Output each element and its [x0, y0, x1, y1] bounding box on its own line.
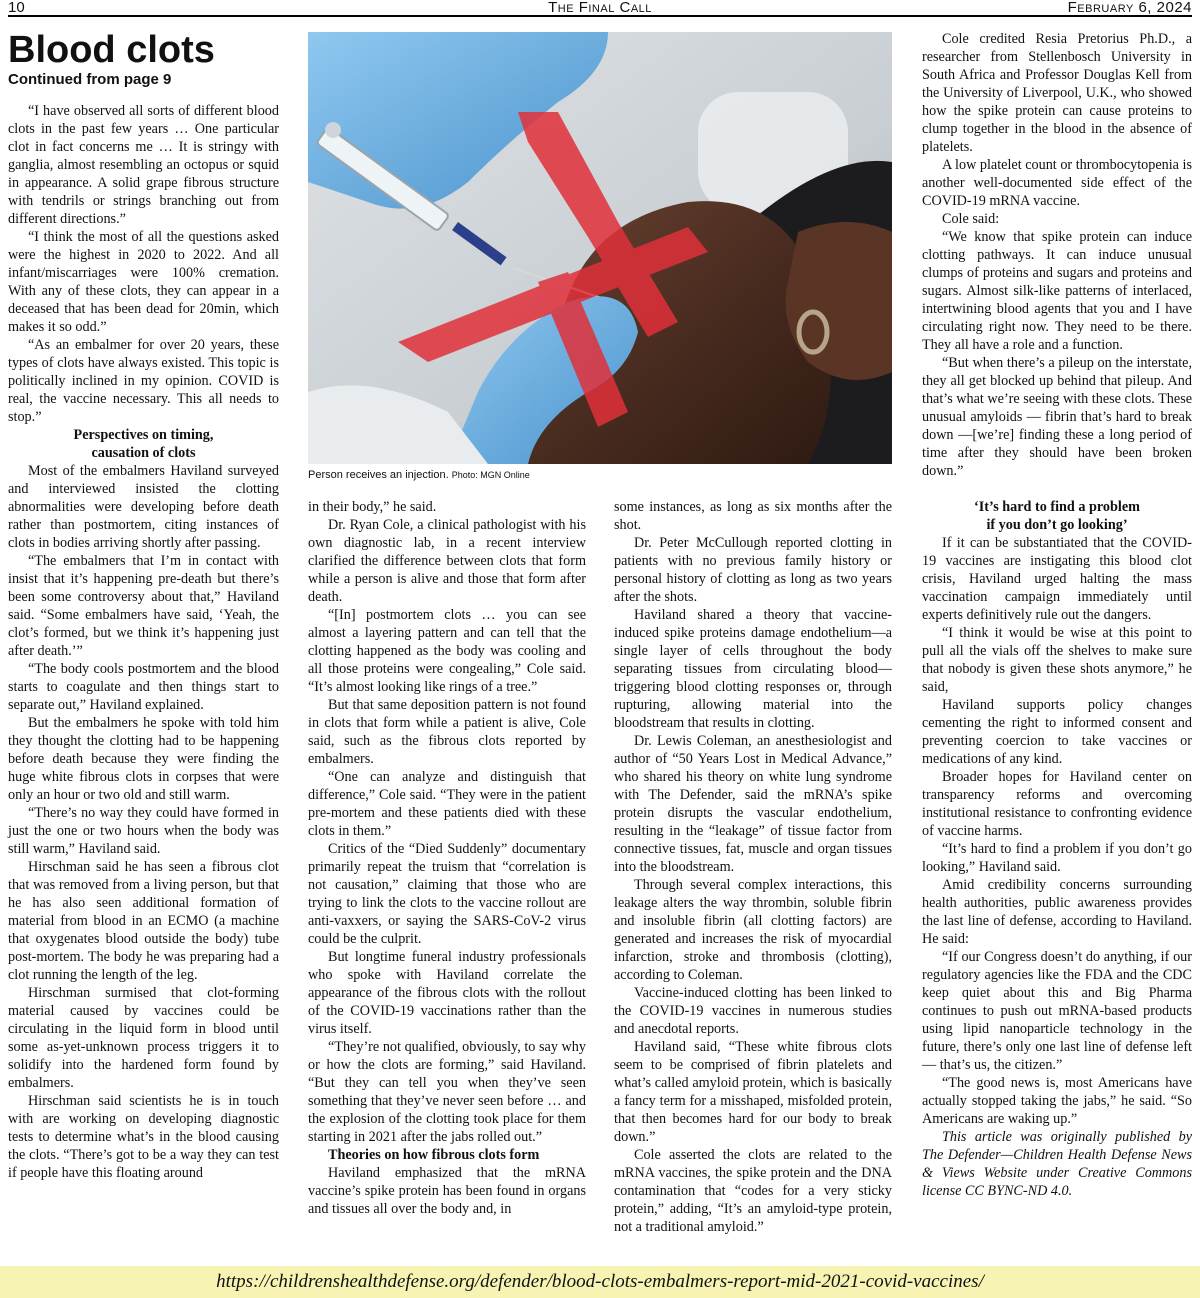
article-headline: Blood clots	[8, 29, 215, 71]
paragraph: Hirschman said he has seen a fibrous clot that was removed from a living person, but that he has also seen additional formation of material from blood in an ECMO (a machine that oxygenates blood outside the body) tube post-mortem. The body he was preparing had a clot running the length of the leg.	[8, 859, 279, 983]
article-column-1	[8, 102, 279, 1262]
paragraph: “I think it would be wise at this point to pull all the vials off the shelves to make sure that nobody is given these shots anymore,” he said,	[922, 625, 1192, 695]
paragraph: Haviland supports policy changes cementing the right to informed consent and preventing coercion to take vaccines or medications of any kind.	[922, 697, 1192, 767]
paragraph: “The good news is, most Americans have actually stopped taking the jabs,” he said. “So Americans are waking up.”	[922, 1075, 1192, 1127]
paragraph: “It’s hard to find a problem if you don’t go looking,” Haviland said.	[922, 841, 1192, 875]
source-url-bar[interactable]	[0, 1266, 1200, 1298]
paragraph: Haviland emphasized that the mRNA vaccine’s spike protein has been found in organs and tissues all over the body and, in	[308, 1165, 586, 1217]
source-url-link[interactable]: https://childrenshealthdefense.org/defender/blood-clots-embalmers-report-mid-2021-covid-vaccines/	[216, 1271, 984, 1292]
paragraph: But longtime funeral industry professionals who spoke with Haviland correlate the appearance of the fibrous clots with the rollout of the COVID-19 vaccinations rather than the virus itself.	[308, 949, 586, 1037]
paragraph: some instances, as long as six months after the shot.	[614, 499, 892, 533]
photo-credit: Photo: MGN Online	[451, 470, 530, 480]
paragraph: “[In] postmortem clots … you can see almost a layering pattern and can tell that the clotting happened as the body was cooling and all those proteins were congealing,” Cole said. “It’s almost looking like rings of a tree.”	[308, 607, 586, 695]
subheading-line: causation of clots	[91, 445, 196, 461]
article-column-2	[308, 498, 586, 1262]
paragraph: Through several complex interactions, this leakage alters the way thrombin, soluble fibrin and insoluble fibrin (all clotting factors) are generated and increases the risk of myocardial infarction, stroke and thrombosis (clotting), according to Coleman.	[614, 877, 892, 983]
paragraph: Dr. Lewis Coleman, an anesthesiologist and author of “50 Years Lost in Medical Advance,” who shared his theory on white lung syndrome with The Defender, said the mRNA’s spike protein disrupts the vascular endothelium, resulting in the “leakage” of tissue factor from connective tissues, fat, muscle and organ tissues into the bloodstream.	[614, 733, 892, 875]
paragraph: “One can analyze and distinguish that difference,” Cole said. “They were in the patient pre-mortem and these patients died with these clots in them.”	[308, 769, 586, 839]
spacer	[922, 480, 1192, 498]
paragraph: But the embalmers he spoke with told him they thought the clotting had to be happening before death because they were finding the huge white fibrous clots in corpses that were only an hour or two old and still warm.	[8, 715, 279, 803]
paragraph: “The embalmers that I’m in contact with insist that it’s happening pre-death but there’s been some controversy about that,” Haviland said. “Some embalmers have said, ‘Yeah, the clot’s formed, but we think it’s happening just after death.’”	[8, 553, 279, 659]
continued-from-note: Continued from page 9	[8, 71, 172, 88]
paragraph: “The body cools postmortem and the blood starts to coagulate and then things start to separate out,” Haviland explained.	[8, 661, 279, 713]
paragraph: “They’re not qualified, obviously, to say why or how the clots are forming,” said Haviland. “But they can tell you when they’ve seen something that they’ve never seen before … and the explosion of the clotting took place for them starting in 2021 after the jabs rolled out.”	[308, 1039, 586, 1145]
injection-photo	[308, 32, 892, 464]
subheading-line: if you don’t go looking’	[986, 517, 1128, 533]
paragraph: “As an embalmer for over 20 years, these types of clots have always existed. This topic is politically inclined in my opinion. COVID is real, the vaccine necessary. This all needs to stop.”	[8, 337, 279, 425]
page-header	[8, 0, 1192, 17]
subheading-line: Perspectives on timing,	[73, 427, 214, 443]
paragraph: Hirschman said scientists he is in touch with are working on developing diagnostic tests to determine what’s in the blood causing the clots. “There’s got to be a way they can test if people have this floating around	[8, 1093, 279, 1181]
page-number: 10	[8, 0, 25, 16]
photo-caption	[308, 468, 892, 482]
paragraph: Dr. Peter McCullough reported clotting in patients with no previous family history or personal history of clotting as long as two years after the shots.	[614, 535, 892, 605]
paragraph: Haviland said, “These white fibrous clots seem to be comprised of fibrin platelets and what’s called amyloid protein, which is basically a fancy term for a misshaped, misfolded protein, that then becomes hard for our body to break down.”	[614, 1039, 892, 1145]
subheading-line: ‘It’s hard to find a problem	[974, 499, 1140, 515]
paragraph: Amid credibility concerns surrounding health authorities, public awareness provides the last line of defense, according to Haviland. He said:	[922, 877, 1192, 947]
paragraph: Cole said:	[942, 211, 1000, 227]
subheading-hard-to-find	[922, 498, 1192, 534]
paragraph: “I think the most of all the questions asked were the highest in 2020 to 2022. And all infant/miscarriages were 100% cremation. With any of these clots, they can appear in a deceased that has been dead for 20min, which makes it so odd.”	[8, 229, 279, 335]
paragraph: Critics of the “Died Suddenly” documentary primarily repeat the truism that “correlation is not causation,” claiming that those who are trying to link the clots to the vaccine rollout are anti-vaxxers, or saying the SARS-CoV-2 virus could be the culprit.	[308, 841, 586, 947]
paragraph: Dr. Ryan Cole, a clinical pathologist with his own diagnostic lab, in a recent interview clarified the difference between clots that form while a person is alive and those that form after death.	[308, 517, 586, 605]
injection-illustration	[308, 32, 892, 464]
paragraph: Cole asserted the clots are related to the mRNA vaccines, the spike protein and the DNA contamination that “codes for a very sticky protein,” adding, “It’s an amyloid-type protein, not a traditional amyloid.”	[614, 1147, 892, 1235]
paragraph: Broader hopes for Haviland center on transparency reforms and overcoming institutional resistance to confronting evidence of vaccine harms.	[922, 769, 1192, 839]
paragraph: Cole credited Resia Pretorius Ph.D., a researcher from Stellenbosch University in South Africa and Professor Douglas Kell from the University of Liverpool, U.K., who showed how the spike protein can cause proteins to clump together in the blood in the absence of platelets.	[922, 31, 1192, 155]
subheading-timing	[8, 426, 279, 462]
attribution-note: This article was originally published by The Defender—Children Health Defense News & Views Website under Creative Commons license CC BYNC-ND 4.0.	[922, 1129, 1192, 1199]
paragraph: If it can be substantiated that the COVID-19 vaccines are instigating this blood clot crisis, Haviland urged halting the mass vaccination campaign immediately until experts definitively rule out the dangers.	[922, 535, 1192, 623]
paragraph: A low platelet count or thrombocytopenia is another well-documented side effect of the COVID-19 mRNA vaccine.	[922, 157, 1192, 209]
article-column-4	[922, 30, 1192, 1262]
paragraph: in their body,” he said.	[308, 499, 437, 515]
paragraph: Vaccine-induced clotting has been linked to the COVID-19 vaccines in numerous studies and anecdotal reports.	[614, 985, 892, 1037]
paragraph: Hirschman surmised that clot-forming material caused by vaccines could be circulating in the liquid form in blood until some as-yet-unknown process triggers it to solidify into the hardened form found by embalmers.	[8, 985, 279, 1091]
paragraph: Haviland shared a theory that vaccine-induced spike proteins damage endothelium—a single layer of cells throughout the body separating tissues from circulating blood—triggering blood clotting responses or, through rupturing, allowing material into the bloodstream that results in clotting.	[614, 607, 892, 731]
article-column-3	[614, 498, 892, 1262]
paragraph: “But when there’s a pileup on the interstate, they all get blocked up behind that pileup. And that’s what we’re seeing with these clots. These unusual amyloids — fibrin that’s hard to break down —[we’re] finding these a long period of time after they should have been broken down.”	[922, 355, 1193, 479]
subheading-theories: Theories on how fibrous clots form	[328, 1147, 540, 1163]
paragraph: “There’s no way they could have formed in just the one or two hours when the body was still warm,” Haviland said.	[8, 805, 279, 857]
paragraph: “I have observed all sorts of different blood clots in the past few years … One particular clot in fact concerns me … It is stringy with ganglia, almost resembling an octopus or squid in appearance. A solid grape fibrous structure with tendrils or strings branching out from different directions.”	[8, 103, 279, 227]
paragraph: “We know that spike protein can induce clotting pathways. It can induce unusual clumps of proteins and sugars and proteins and sugars. Almost silk-like patterns of interlaced, intertwining blood agents that you and I have circulating right now. They need to be there. They all have a role and a function.	[922, 229, 1192, 353]
caption-text: Person receives an injection.	[308, 469, 449, 481]
paper-title: The Final Call	[548, 0, 652, 16]
paragraph: “If our Congress doesn’t do anything, if our regulatory agencies like the FDA and the CDC keep quiet about this and Big Pharma continues to push out mRNA-based products using lipid nanoparticle technology in the future, there’s only one last line of defense left — that’s us, the citizen.”	[922, 949, 1192, 1073]
paragraph: Most of the embalmers Haviland surveyed and interviewed insisted the clotting abnormalities were developing before death rather than postmortem, citing instances of clots in bodies arriving shortly after passing.	[8, 463, 279, 551]
issue-date: February 6, 2024	[1067, 0, 1192, 16]
paragraph: But that same deposition pattern is not found in clots that form while a patient is alive, Cole said, such as the fibrous clots reported by embalmers.	[308, 697, 586, 767]
